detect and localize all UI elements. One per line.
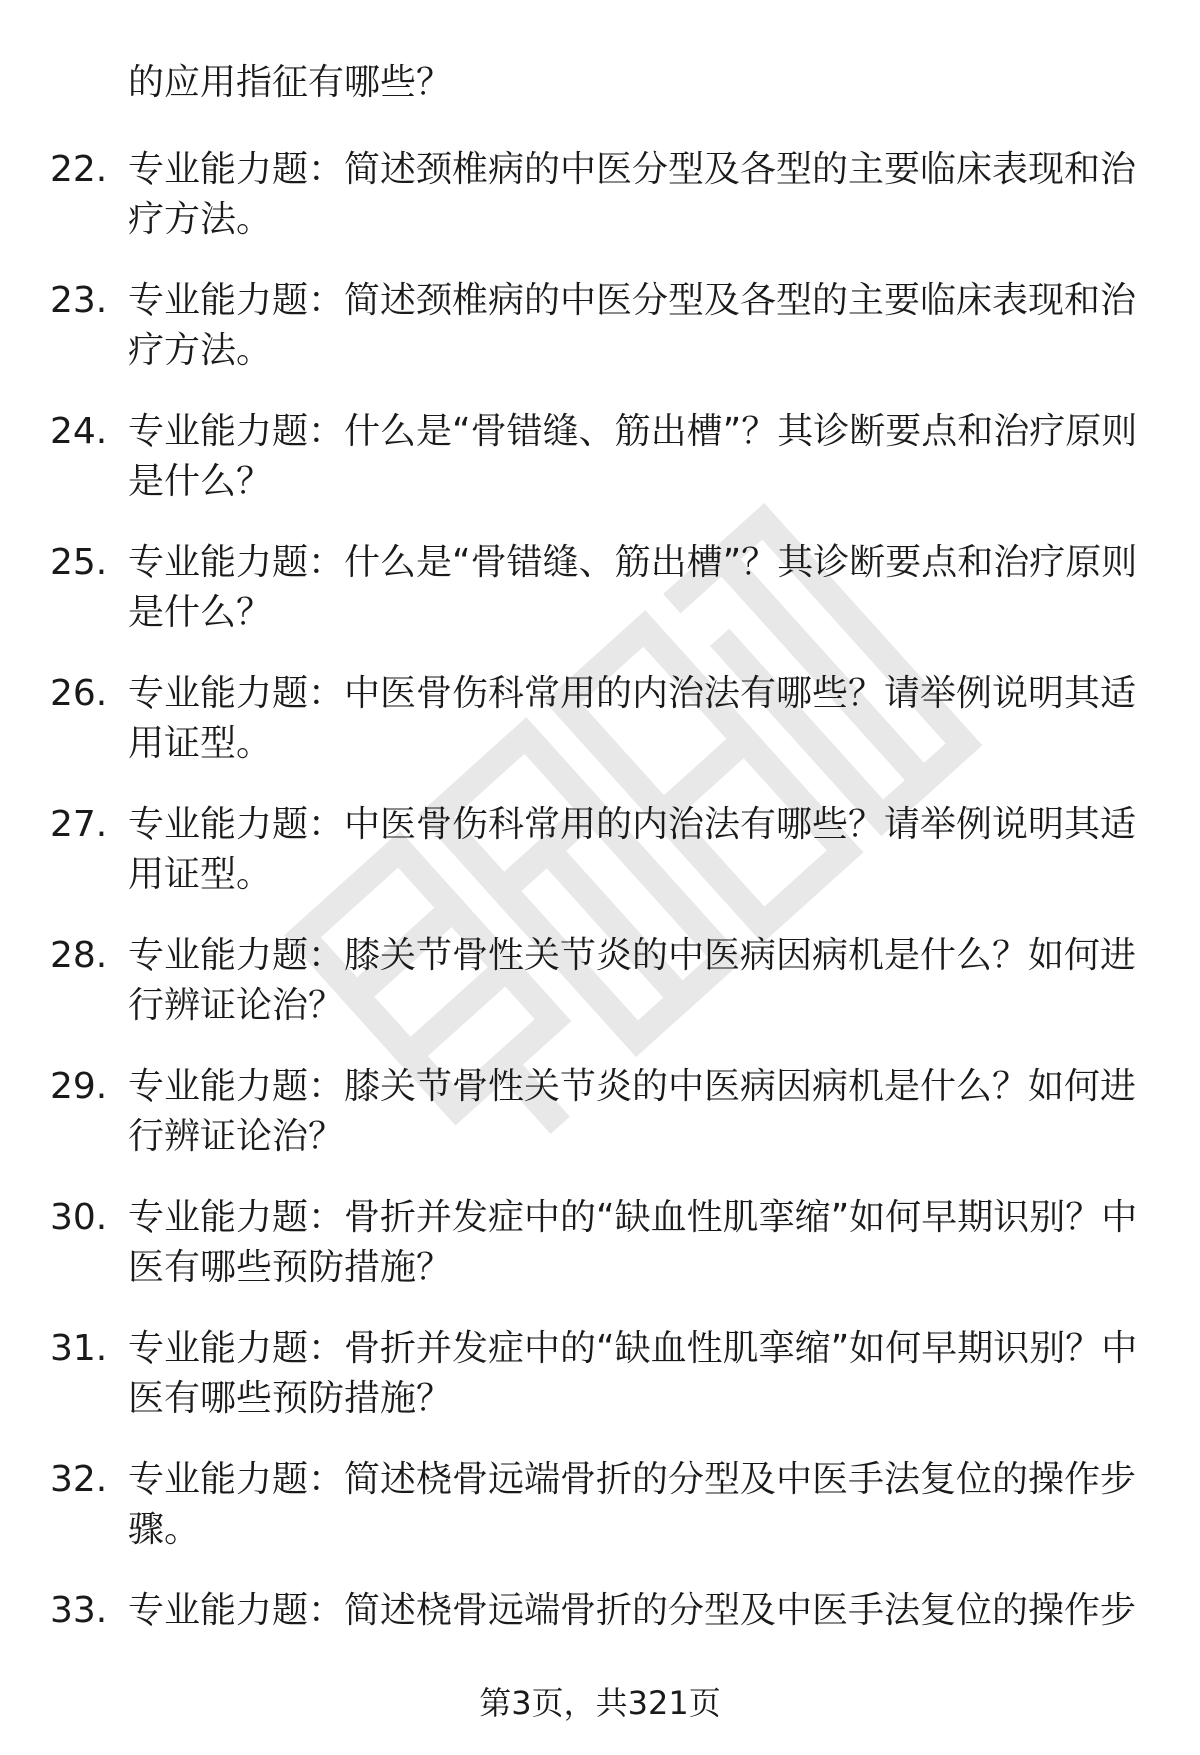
question-text: 专业能力题：简述桡骨远端骨折的分型及中医手法复位的操作步骤。	[128, 1459, 1137, 1550]
page-footer: 第3页，共321页	[479, 1684, 721, 1722]
question-item	[0, 669, 1200, 769]
question-number: 22.	[50, 149, 108, 190]
question-number: 24.	[50, 411, 108, 452]
question-text: 专业能力题：骨折并发症中的“缺血性肌挛缩”如何早期识别？中医有哪些预防措施？	[128, 1197, 1138, 1288]
question-text: 专业能力题：膝关节骨性关节炎的中医病因病机是什么？如何进行辨证论治？	[128, 1066, 1137, 1157]
question-item	[0, 931, 1200, 1031]
question-number: 28.	[50, 935, 108, 976]
question-number: 31.	[50, 1328, 108, 1369]
question-text: 专业能力题：简述颈椎病的中医分型及各型的主要临床表现和治疗方法。	[128, 149, 1137, 240]
question-text: 专业能力题：简述桡骨远端骨折的分型及中医手法复位的操作步	[128, 1590, 1137, 1631]
question-item	[0, 1324, 1200, 1424]
question-text: 专业能力题：中医骨伤科常用的内治法有哪些？请举例说明其适用证型。	[128, 673, 1137, 764]
question-text: 专业能力题：膝关节骨性关节炎的中医病因病机是什么？如何进行辨证论治？	[128, 935, 1137, 1026]
question-number: 29.	[50, 1066, 108, 1107]
question-item	[0, 145, 1200, 245]
question-text: 专业能力题：中医骨伤科常用的内治法有哪些？请举例说明其适用证型。	[128, 804, 1137, 895]
continuation-text: 的应用指征有哪些？	[128, 62, 453, 103]
question-text: 专业能力题：骨折并发症中的“缺血性肌挛缩”如何早期识别？中医有哪些预防措施？	[128, 1328, 1138, 1419]
question-text: 专业能力题：什么是“骨错缝、筋出槽”？其诊断要点和治疗原则是什么？	[128, 542, 1138, 633]
question-text: 专业能力题：简述颈椎病的中医分型及各型的主要临床表现和治疗方法。	[128, 280, 1137, 371]
question-item	[0, 1455, 1200, 1555]
question-item	[0, 407, 1200, 507]
question-text: 专业能力题：什么是“骨错缝、筋出槽”？其诊断要点和治疗原则是什么？	[128, 411, 1138, 502]
question-number: 26.	[50, 673, 108, 714]
question-item	[0, 1062, 1200, 1162]
question-number: 32.	[50, 1459, 108, 1500]
question-number: 23.	[50, 280, 108, 321]
question-item	[0, 538, 1200, 638]
question-item	[0, 1586, 1200, 1686]
question-number: 30.	[50, 1197, 108, 1238]
question-number: 33.	[50, 1590, 108, 1631]
question-item	[0, 800, 1200, 900]
question-list	[0, 145, 1200, 1717]
question-number: 25.	[50, 542, 108, 583]
question-item	[0, 276, 1200, 376]
question-item	[0, 1193, 1200, 1293]
question-number: 27.	[50, 804, 108, 845]
